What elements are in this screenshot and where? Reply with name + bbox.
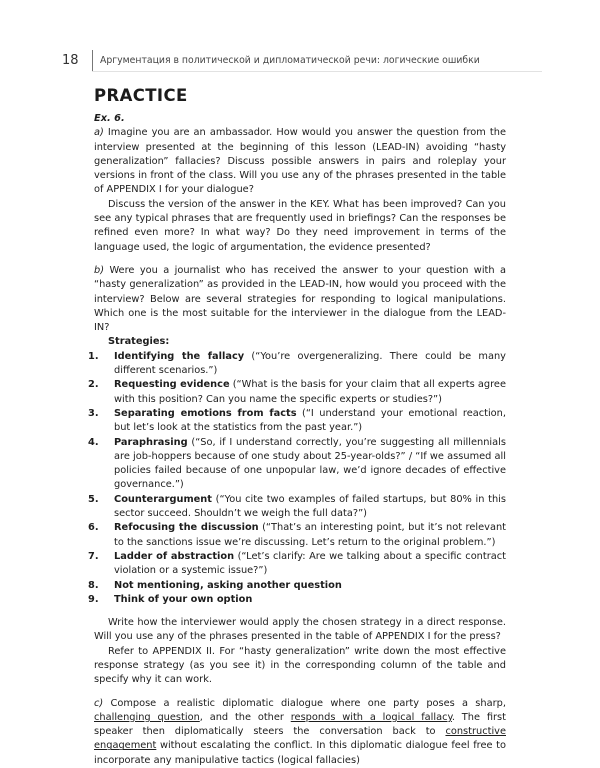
part-a-letter: a): [94, 127, 104, 139]
part-b-after-paragraph-2: Refer to APPENDIX II. For “hasty generalization” write down the most effective response strategy (as you see it) in the corresponding column of the table and specify why it can work.: [94, 645, 506, 686]
strategies-heading: Strategies:: [108, 336, 170, 348]
part-c-text-2: , and the other: [199, 711, 291, 723]
strategy-item: [88, 550, 506, 579]
strategy-number: 5.: [88, 493, 99, 505]
part-b-letter: b): [94, 264, 105, 276]
part-a-paragraph-2: Discuss the version of the answer in the KEY. What has been improved? Can you see any typical phrases that are frequently used in briefings? Can the responses be refined even more? In what way? Do they need improvement in terms of the language used, the logic of argumentation, the evidence presented?: [94, 198, 506, 253]
page-header: [62, 50, 542, 72]
strategy-title: Refocusing the discussion: [114, 522, 259, 534]
strategy-number: 4.: [88, 436, 99, 448]
strategy-item: [88, 407, 506, 436]
part-c-text-4: without escalating the conflict. In this diplomatic dialogue feel free to incorporate any manipulative tactics (logical fallacies): [94, 740, 506, 766]
strategy-number: 8.: [88, 579, 99, 591]
strategy-text: (“I understand your emotional reaction, but let’s look at the statistics from the past year.”): [114, 407, 506, 434]
header-separator: [92, 50, 93, 71]
strategy-number: 9.: [88, 593, 99, 605]
strategy-item: [88, 378, 506, 407]
strategy-title: Identifying the fallacy: [114, 350, 245, 362]
part-c-underline-2: responds with a logical fallacy: [290, 711, 452, 723]
strategy-item: [88, 493, 506, 522]
strategy-title: Requesting evidence: [114, 379, 230, 391]
strategy-title: Counterargument: [114, 493, 212, 505]
strategy-title: Ladder of abstraction: [114, 550, 235, 562]
strategy-title: Not mentioning, asking another question: [114, 579, 342, 591]
part-a-paragraph-1: [94, 126, 506, 197]
part-c-paragraph: [94, 697, 506, 768]
exercise-label: Ex. 6.: [94, 113, 125, 124]
part-c-letter: c): [94, 697, 104, 709]
strategy-title: Think of your own option: [114, 593, 253, 605]
strategy-number: 6.: [88, 522, 99, 534]
part-c-underline-3: constructive engagement: [94, 726, 506, 752]
section-heading: PRACTICE: [94, 86, 188, 105]
strategy-text: (“You cite two examples of failed startups, but 80% in this sector succeed. Shouldn’t we weigh the full data?”): [114, 493, 506, 520]
header-rule: [92, 71, 542, 72]
strategy-text: (“That’s an interesting point, but it’s not relevant to the sanctions issue we’re discussing. Let’s return to the original problem.”): [114, 522, 506, 548]
strategy-item: [88, 579, 506, 593]
page-body: [88, 86, 506, 768]
part-a-text: Imagine you are an ambassador. How would you answer the question from the interview presented at the beginning of this lesson (LEAD-IN) avoiding “hasty generalization” fallacies? Discuss possible answers in pairs and roleplay your versions in front of the class. Will you use any of the phrases presented in the table of APPENDIX I for your dialogue?: [94, 127, 506, 196]
strategy-text: (“Let’s clarify: Are we talking about a specific contract violation or a systemic issue?”): [114, 550, 506, 577]
strategy-title: Paraphrasing: [114, 436, 188, 448]
strategy-number: 1.: [88, 350, 99, 362]
strategy-number: 2.: [88, 379, 99, 391]
strategy-title: Separating emotions from facts: [114, 407, 297, 419]
part-b-after-paragraph-1: Write how the interviewer would apply the chosen strategy in a direct response. Will you use any of the phrases presented in the table of APPENDIX I for the press?: [94, 617, 506, 643]
strategy-number: 3.: [88, 407, 99, 419]
part-b-paragraph: [94, 264, 506, 335]
strategy-text: (“You’re overgeneralizing. There could be many different scenarios.”): [114, 350, 506, 377]
part-c-text-1: Compose a realistic diplomatic dialogue where one party poses a sharp,: [103, 697, 506, 709]
strategies-list: [88, 350, 506, 607]
running-title: Аргументация в политической и дипломатической речи: логические ошибки: [100, 55, 480, 66]
strategy-number: 7.: [88, 550, 99, 562]
strategy-item: [88, 350, 506, 379]
strategy-item: [88, 593, 506, 607]
part-c-underline-1: challenging question: [94, 711, 200, 723]
strategy-item: [88, 521, 506, 550]
strategy-text: (“What is the basis for your claim that all experts agree with this position? Can you name the specific experts or studies?”): [114, 379, 506, 405]
strategy-item: [88, 436, 506, 493]
page-number: 18: [62, 53, 79, 68]
strategy-text: (“So, if I understand correctly, you’re suggesting all millennials are job-hoppers because of one study about 25-year-olds?” / “If we assumed all policies failed because of one unpopular law, we’d ignore decades of effective governance.”): [114, 436, 506, 491]
part-b-text: Were you a journalist who has received the answer to your question with a “hasty generalization” as provided in the LEAD-IN, how would you proceed with the interview? Below are several strategies for responding to logical manipulations. Which one is the most suitable for the interviewer in the dialogue from the LEAD-IN?: [94, 264, 506, 334]
part-c-text-3: . The first speaker then diplomatically steers the conversation back to: [94, 711, 506, 738]
